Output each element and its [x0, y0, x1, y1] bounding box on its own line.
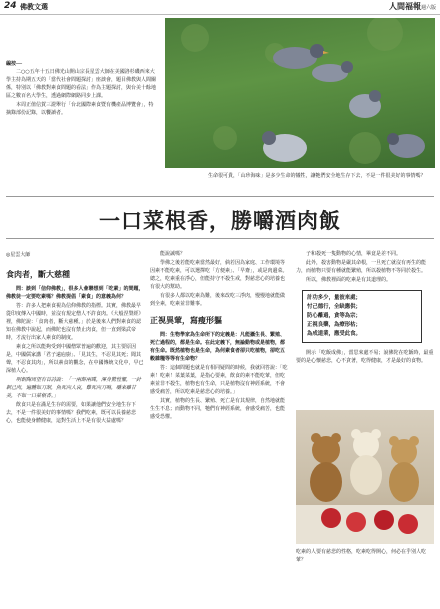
answer-paragraph: 素食之所以能夠受到中國僧眾普遍的歡迎，其主要原因是，中國儒家講「君子遠庖廚」、「見其生，不忍見其死；聞其聲，不忍食其肉」，所以素食的觀念，在中國傳統文化中，早已深植人心。	[6, 344, 144, 374]
pigeon	[262, 131, 307, 162]
subheading: 食肉者，斷大慈種	[6, 270, 70, 279]
verse-line: 正視良藥，為療形枯；	[307, 322, 361, 328]
photo-caption: 生命很可貴，「山珍海味」是多少生命的犧牲，讓牠們安全地生存下去，不是一件很美好的事情嗎？	[208, 173, 426, 179]
teddy-bears-photo	[296, 410, 434, 544]
page-header	[0, 0, 440, 15]
apple	[374, 510, 394, 530]
apple	[321, 508, 341, 528]
verse-line: 為成道業，應受此食。	[307, 331, 361, 337]
meal-verse-box	[302, 290, 422, 343]
body-paragraph: 能說誠嗎？	[160, 251, 186, 257]
poem-quote: 明朝陶周望有首詩說：「一兩餅兩碟，渾身驚惶懼，一針刺己肉，遍體如刀割，魚死向人哀，雞死向刀鳴，嚼來雖甘美，不如一口菜根香。」	[6, 377, 142, 399]
teddy-bear	[310, 433, 342, 502]
page-number: 24	[4, 1, 17, 11]
verse-line: 防心離過，貪等為宗；	[307, 313, 361, 319]
question: 問：生物學家為生命所下的定義是：凡能攝生長、繁殖、死亡過程的，都是生命。在此定義下，無論動物或是植物，都有生命。既然植物也是生命，為何素食者卻只吃植物，卻吃五穀雜糧等等有生命物？	[150, 332, 286, 362]
body-paragraph: 有很多人都以吃素為難，後來改吃三淨肉，慢慢地就能做到全素，吃素並非難事。	[150, 293, 286, 307]
article-column-1	[6, 262, 144, 426]
body-paragraph: 開示「吃飯成佛」，當思來處不易；說佛陀在吃飯時，最重要的是心懷慈悲，心不貪著，吃得健康，才是最好的食物。	[296, 350, 434, 364]
author-byline: ◎星雲大師	[6, 252, 31, 258]
photo-caption: 吃素的人要有慈悲的性格，吃素吃得開心，何必在乎別人吃葷？	[296, 549, 427, 563]
article-column-2	[150, 250, 288, 422]
editor-note	[6, 60, 158, 118]
verse-line: 計功多少，量彼來處；	[307, 295, 361, 301]
section-title: 佛教文選	[20, 3, 48, 11]
verse-line: 忖己德行，全缺應供；	[307, 304, 361, 310]
article-headline: 一口菜根香，勝嚼酒肉飯	[99, 208, 341, 233]
body-paragraph: 子和殺死一隻動物的心情，畢竟是差不同。	[306, 251, 402, 257]
apple	[398, 514, 418, 534]
answer-paragraph: 答：這個問題也就是有相同疑問的時候，我就回答說：「吃素！吃素！菜葉菜葉，是指心要素，飲食的素不能吃葷，但吃素並非不殺生，植物也有生命，只是植物沒有神經系統，不會感受痛苦，所以吃素是慈悲心的培養。」	[150, 365, 288, 395]
divider	[6, 238, 434, 239]
pigeons-illustration	[165, 18, 435, 168]
body-paragraph: 學佛之後若能吃素當然最好，倘若因為家庭、工作環境等因素不能吃素，可以選擇吃「方便素」、「早齋」，或是肉邊菜。總之，吃素重在淨心，但能持守不殺生戒，對慈悲心的培養也有很大的幫助。	[150, 260, 288, 290]
body-paragraph: 此外，殺害動物是嚴其命根，一旦死亡就沒有再生的能力，而植物只要有種就能繁殖，所以殺植物不等同於殺生。	[296, 260, 427, 274]
pigeons-photo	[165, 18, 435, 168]
answer-paragraph: 答：許多人把素食視為信仰佛教的指標。其實，佛教最早從印度傳入中國時，並沒有規定僧人不許食肉。《大般涅槃經》裡，佛陀說：「食肉者，斷大慈種。」於是後來人們對素食的認知在佛教中說起，而佛陀也沒有禁止肉食，但一直到梁武帝時，才流行出家人素食的制度。	[6, 303, 144, 341]
divider	[6, 196, 434, 197]
pigeon	[349, 90, 381, 118]
body-paragraph: 所以，佛教裡面的吃素是有其道理的。	[306, 277, 392, 283]
article-column-3	[296, 250, 434, 366]
editor-note-paragraph: 本周正值信賀三證舉行「台北國際素食暨有機產品博覽會」，特摘錄部份記錄，以饗讀者。	[6, 102, 154, 116]
pigeon	[312, 61, 353, 82]
pigeon	[387, 133, 425, 158]
body-paragraph: 飲食只是在滿足生存的需要，如果讓他們安全地生存下去，不是一件很美好的事情嗎？我們吃素，既可以長養慈悲心，也能使身體健康，這對生活上不是有很大益處嗎？	[6, 402, 137, 424]
question: 問：談到「信仰佛教」，很多人會聯想到「吃素」的問題，佛教徒一定要吃素嗎？佛教提倡「素食」的意義為何？	[6, 286, 144, 300]
newspaper-logo: 人間福報週六版	[388, 1, 436, 11]
teddy-bear	[350, 429, 382, 495]
body-paragraph: 其實，植物的生長、繁殖、死亡是有其規律，自然地就能生生不息；而動物不同，牠們有神經系統，會感受痛苦，也能感受恐懼。	[150, 398, 286, 420]
editor-note-paragraph: 二○○五年十五日佛光山開山宗長星雲大師在美國洛杉磯西來大學主持為期五天的「當代社會問題探討」座談會，題目佛教與人間關係，特別以「佛教對素食問題的看法」作為主題探討，與台美十餘地區之數百名大學生，透過網際網路同步上課。	[6, 69, 157, 99]
subheading: 正視異葷，寫瘦形軀	[150, 316, 222, 325]
editor-note-label: 編按──	[6, 61, 23, 67]
teddy-bears-illustration	[296, 410, 434, 544]
teddy-bear	[389, 436, 419, 502]
apple	[346, 512, 366, 532]
